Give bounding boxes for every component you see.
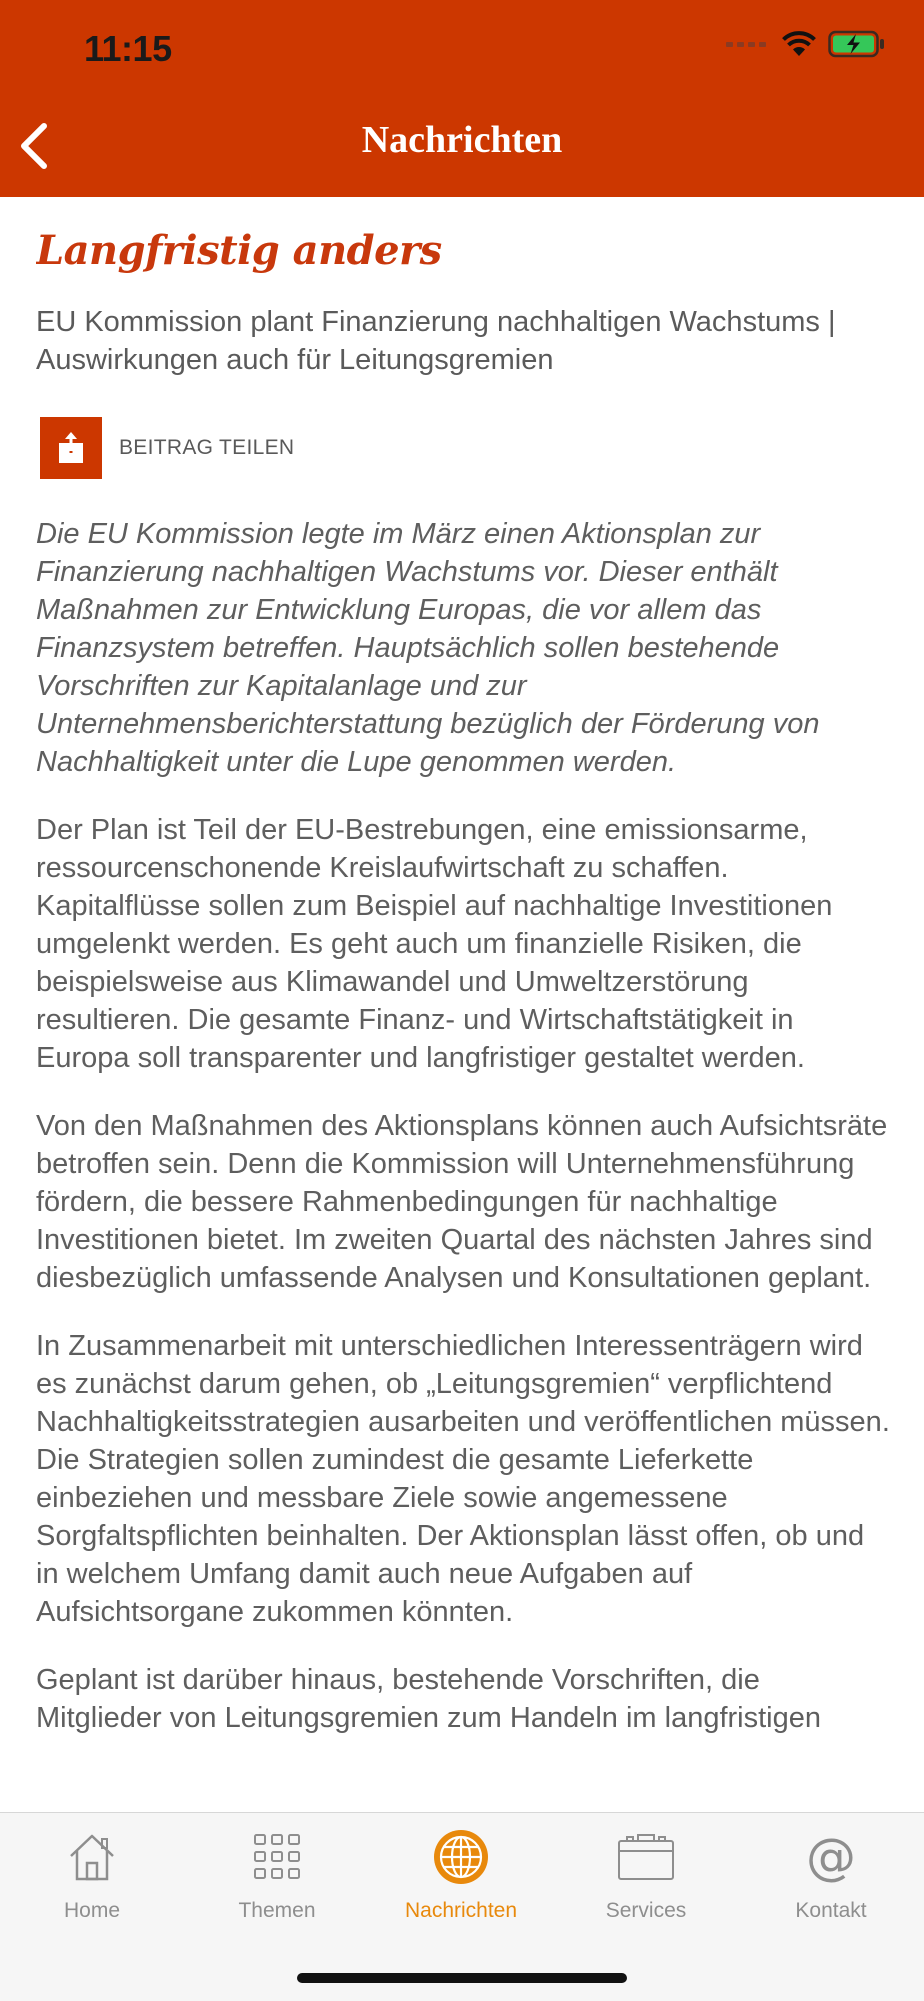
at-icon [804,1830,858,1884]
globe-icon [433,1829,489,1885]
article-paragraph: Der Plan ist Teil der EU-Bestrebungen, eine emissionsarme, ressourcenschonende Kreislaufwirtschaft zu schaffen. Kapitalflüsse sollen zum Beispiel auf nachhaltige Investitionen umgelenkt werden. Es geht auch um finanzielle Risiken, die beispielsweise aus Klimawandel und Umweltzerstörung resultieren. Die gesamte Finanz- und Wirtschaftstätigkeit in Europa soll transparenter und langfristiger gestaltet werden. [36,814,833,1074]
nav-title: Nachrichten [361,119,563,161]
article-subtitle: EU Kommission plant Finanzierung nachhaltigen Wachstums | Auswirkungen auch für Leitungsgremien [36,306,836,376]
tab-label: Home [63,1899,121,1922]
tab-themen[interactable] [185,1827,369,1923]
tab-kontakt[interactable] [739,1827,923,1923]
share-row[interactable] [36,417,892,479]
battery-charging-icon [828,30,886,58]
nav-bar [0,0,924,197]
share-label[interactable]: BEITRAG TEILEN [119,436,295,459]
tab-label: Kontakt [795,1899,867,1922]
wifi-icon [780,30,818,58]
tab-label: Themen [238,1899,316,1922]
grid-icon [253,1832,301,1882]
status-icons [726,30,886,58]
article-paragraph: In Zusammenarbeit mit unterschiedlichen Interessenträgern wird es zunächst darum gehen, ob „Leitungsgremien“ verpflichtend Nachhaltigkeitsstrategien ausarbeiten und veröffentlichen müssen. Die Strategien sollen zumindest die gesamte Lieferkette einbeziehen und messbare Ziele sowie angemessene Sorgfaltspflichten beinhalten. Der Aktionsplan lässt offen, ob und in welchem Umfang damit auch neue Aufgaben auf Aufsichtsorgane zukommen könnten. [36,1330,890,1628]
article-lead: Die EU Kommission legte im März einen Aktionsplan zur Finanzierung nachhaltigen Wachstums vor. Dieser enthält Maßnahmen zur Entwicklung Europas, die vor allem das Finanzsystem betreffen. Hauptsächlich sollen bestehende Vorschriften zur Kapitalanlage und zur Unternehmensberichterstattung bezüglich der Förderung von Nachhaltigkeit unter die Lupe genommen werden. [36,518,820,778]
svg-text:@: @ [806,1830,856,1884]
cellular-signal-icon [726,42,766,47]
tab-home[interactable] [0,1827,184,1923]
share-icon [58,432,84,464]
article-headline: Langfristig anders [36,227,442,274]
briefcase-icon [617,1831,675,1883]
article-paragraph: Von den Maßnahmen des Aktionsplans können auch Aufsichtsräte betroffen sein. Denn die Kommission will Unternehmensführung fördern, die bessere Rahmenbedingungen für nachhaltige Investitionen bietet. Im zweiten Quartal des nächsten Jahres sind diesbezüglich umfassende Analysen und Konsultationen geplant. [36,1110,888,1294]
home-indicator [297,1973,627,1983]
home-icon [66,1831,118,1883]
article-paragraph: Geplant ist darüber hinaus, bestehende Vorschriften, die Mitglieder von Leitungsgremien zum Handeln im langfristigen [36,1664,822,1734]
article-content[interactable] [36,197,892,1812]
tab-label: Services [605,1899,687,1922]
tab-services[interactable] [554,1827,738,1923]
status-time: 11:15 [84,28,172,69]
tab-nachrichten[interactable] [369,1827,553,1923]
share-button[interactable] [40,417,102,479]
tab-label: Nachrichten [404,1899,518,1922]
